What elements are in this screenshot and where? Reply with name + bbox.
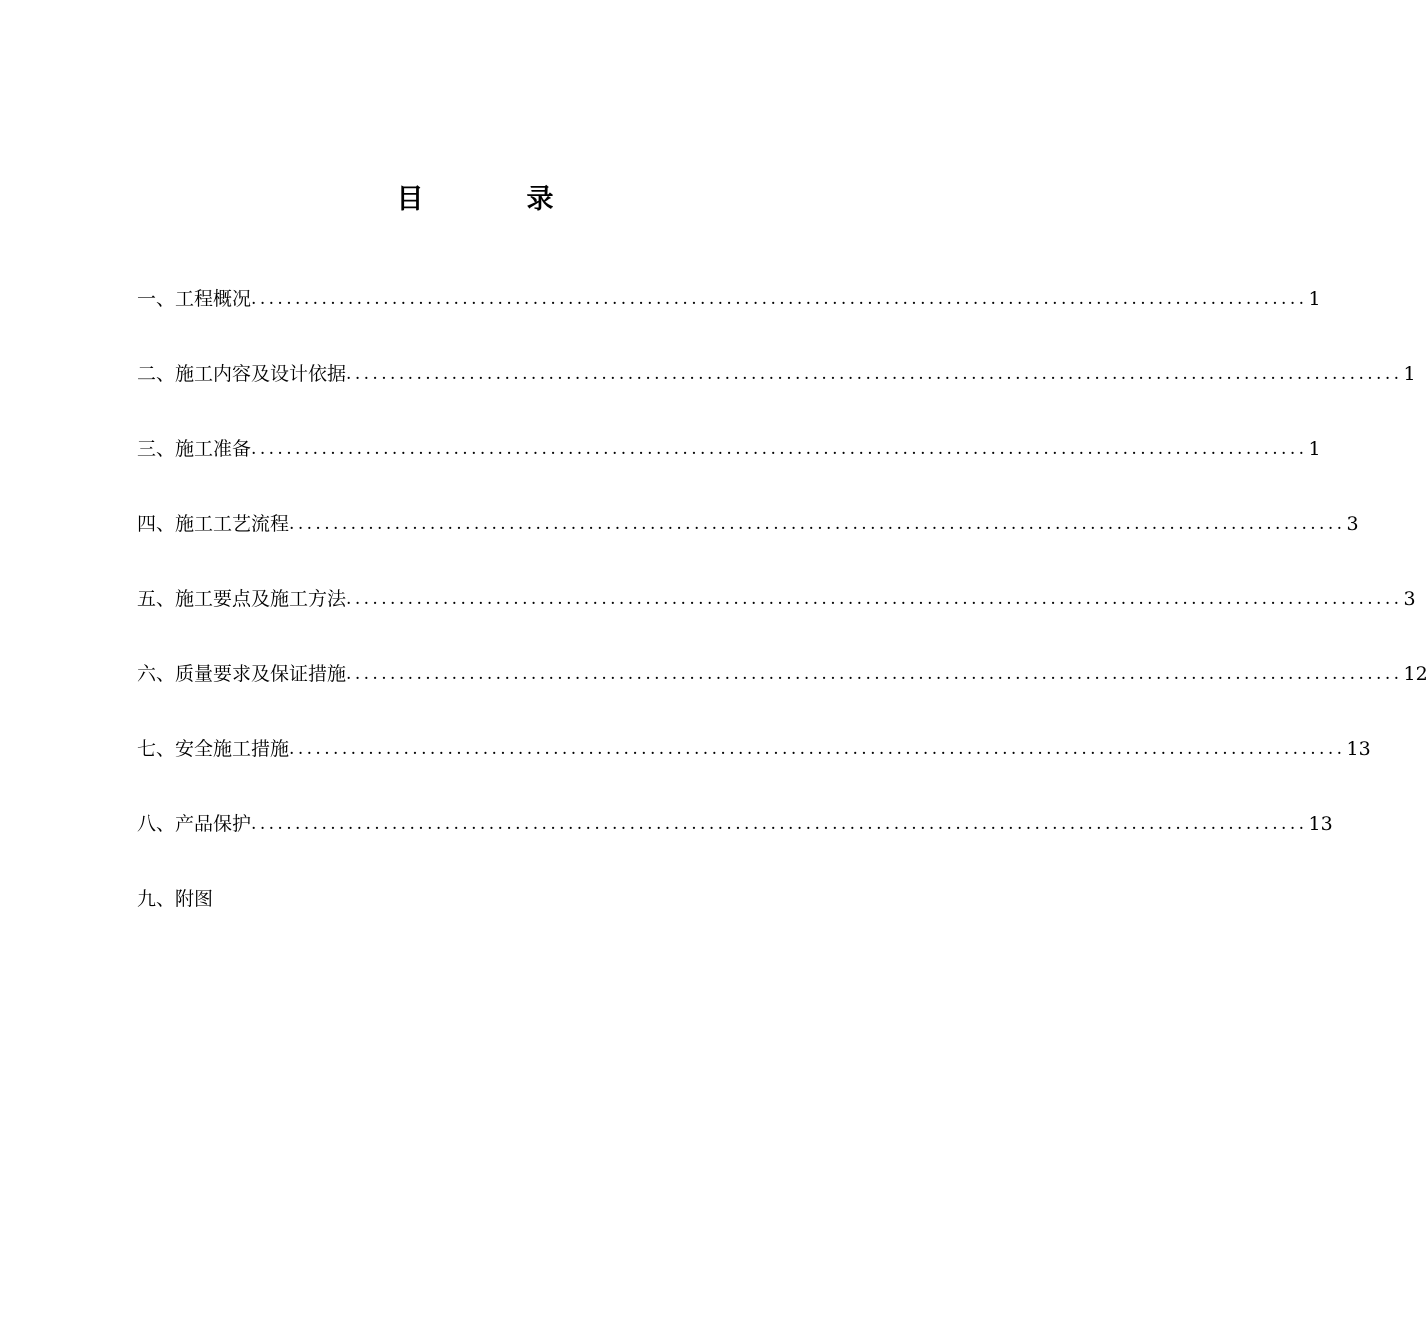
- toc-dot-leader: ........................................................................................................................: [346, 664, 1403, 684]
- toc-entry-page: 1: [1308, 438, 1321, 460]
- toc-entry-label: 一、工程概况: [137, 288, 252, 310]
- toc-entry-label: 五、施工要点及施工方法: [137, 588, 347, 610]
- toc-entry: [137, 807, 1333, 882]
- toc-entry-label: 六、质量要求及保证措施: [137, 663, 347, 685]
- toc-entry: [137, 282, 1321, 357]
- toc-entry-page: 1: [1308, 288, 1321, 310]
- toc-entry-page: 3: [1346, 513, 1359, 535]
- toc-entry: [137, 357, 1416, 432]
- toc-title: 目 录: [396, 184, 592, 215]
- toc-dot-leader: ........................................................................................................................: [346, 589, 1403, 609]
- toc-dot-leader: ........................................................................................................................: [346, 364, 1403, 384]
- toc-entry: [137, 507, 1359, 582]
- toc-entry-label: 八、产品保护: [137, 813, 252, 835]
- toc-dot-leader: ........................................................................................................................: [289, 739, 1346, 759]
- toc-dot-leader: ........................................................................................................................: [251, 814, 1308, 834]
- toc-entry-page: 12: [1403, 663, 1428, 685]
- toc-entry: [137, 657, 1428, 732]
- toc-dot-leader: ........................................................................................................................: [251, 289, 1308, 309]
- toc-entry-label: 七、安全施工措施: [137, 738, 290, 760]
- toc-entry-label: 四、施工工艺流程: [137, 513, 290, 535]
- toc-dot-leader: ........................................................................................................................: [251, 439, 1308, 459]
- toc-entry-page: 1: [1403, 363, 1416, 385]
- toc-entry-label: 九、附图: [137, 888, 214, 910]
- toc-entry-label: 三、施工准备: [137, 438, 252, 460]
- toc-entry: [137, 882, 798, 957]
- toc-entry: [137, 732, 1371, 807]
- toc-dot-leader: ........................................................................................................................: [289, 514, 1346, 534]
- toc-entry: [137, 582, 1416, 657]
- toc-entry-page: 13: [1346, 738, 1371, 760]
- toc-list: [137, 282, 1428, 957]
- toc-entry-page: 13: [1308, 813, 1333, 835]
- toc-entry-page: 3: [1403, 588, 1416, 610]
- toc-entry-label: 二、施工内容及设计依据: [137, 363, 347, 385]
- toc-entry: [137, 432, 1321, 507]
